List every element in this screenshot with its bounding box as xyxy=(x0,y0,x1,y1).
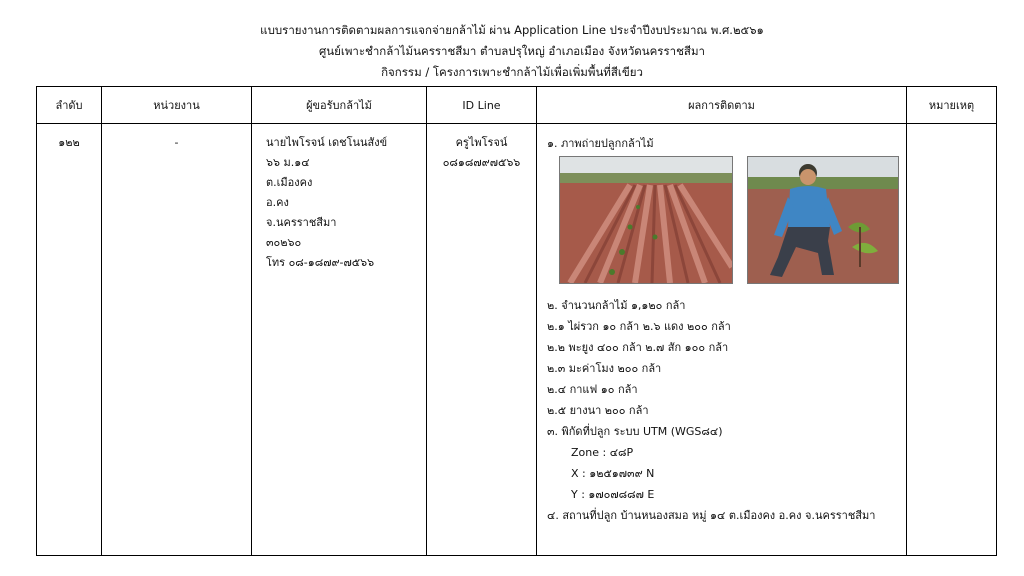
col-results-header: ผลการติดตาม xyxy=(537,87,907,124)
remark-cell xyxy=(907,124,997,556)
list-item: ๒.๑ ไผ่รวก ๑๐ กล้า ๒.๖ แดง ๒๐๐ กล้า xyxy=(547,320,731,333)
agency-value: - xyxy=(174,136,179,149)
table-header-row xyxy=(37,87,997,124)
utm-y: Y : ๑๗๐๗๘๘๗ E xyxy=(571,488,655,501)
photo-label: ๑. ภาพถ่ายปลูกกล้าไม้ xyxy=(547,137,654,150)
utm-x: X : ๑๒๕๑๗๓๙ N xyxy=(571,467,655,480)
table-row xyxy=(37,124,997,556)
results-cell xyxy=(537,124,907,556)
list-item: ๒.๒ พะยูง ๔๐๐ กล้า ๒.๗ สัก ๑๐๐ กล้า xyxy=(547,341,729,354)
recipient-phone: โทร ๐๘-๑๘๗๙-๗๕๖๖ xyxy=(266,256,375,269)
col-order-header: ลำดับ xyxy=(37,87,102,124)
col-idline-header: ID Line xyxy=(427,87,537,124)
idline-number: ๐๘๑๘๗๙๗๕๖๖ xyxy=(442,156,521,169)
idline-name: ครูไพโรจน์ xyxy=(455,136,508,149)
seedling-count: ๒. จำนวนกล้าไม้ ๑,๑๒๐ กล้า xyxy=(547,299,686,312)
list-item: ๒.๔ กาแฟ ๑๐ กล้า xyxy=(547,383,638,396)
report-header xyxy=(0,20,1024,83)
recipient-district: อ.คง xyxy=(266,196,289,209)
agency-cell xyxy=(102,124,252,556)
remark-value xyxy=(908,125,995,133)
planter-photo xyxy=(747,156,899,284)
recipient-name: นายไพโรจน์ เดชโนนสังข์ xyxy=(266,136,388,149)
recipient-postcode: ๓๐๒๖๐ xyxy=(266,236,302,249)
idline-cell xyxy=(427,124,537,556)
col-remark-header: หมายเหตุ xyxy=(907,87,997,124)
col-agency-header: หน่วยงาน xyxy=(102,87,252,124)
order-cell xyxy=(37,124,102,556)
coordinate-label: ๓. พิกัดที่ปลูก ระบบ UTM (WGS๘๔) xyxy=(547,425,723,438)
list-item: ๒.๕ ยางนา ๒๐๐ กล้า xyxy=(547,404,649,417)
list-item: ๒.๓ มะค่าโมง ๒๐๐ กล้า xyxy=(547,362,662,375)
report-organization: ศูนย์เพาะชำกล้าไม้นครราชสีมา ตำบลปรุใหญ่ อำเภอเมือง จังหวัดนครราชสีมา xyxy=(319,44,705,58)
recipient-address-house: ๖๖ ม.๑๔ xyxy=(266,156,310,169)
order-number: ๑๒๒ xyxy=(58,136,80,149)
planting-location: ๔. สถานที่ปลูก บ้านหนองสมอ หมู่ ๑๔ ต.เมืองคง อ.คง จ.นครราชสีมา xyxy=(547,509,876,522)
report-title: แบบรายงานการติดตามผลการแจกจ่ายกล้าไม้ ผ่าน Application Line ประจำปีงบประมาณ พ.ศ.๒๕๖๑ xyxy=(260,23,764,37)
planting-field-photo xyxy=(559,156,733,284)
recipient-subdistrict: ต.เมืองคง xyxy=(266,176,313,189)
col-recipient-header: ผู้ขอรับกล้าไม้ xyxy=(252,87,427,124)
utm-zone: Zone : ๔๘P xyxy=(571,446,634,459)
report-table xyxy=(36,86,997,556)
recipient-cell xyxy=(252,124,427,556)
recipient-province: จ.นครราชสีมา xyxy=(266,216,337,229)
report-activity: กิจกรรม / โครงการเพาะชำกล้าไม้เพื่อเพิ่มพื้นที่สีเขียว xyxy=(381,65,643,79)
